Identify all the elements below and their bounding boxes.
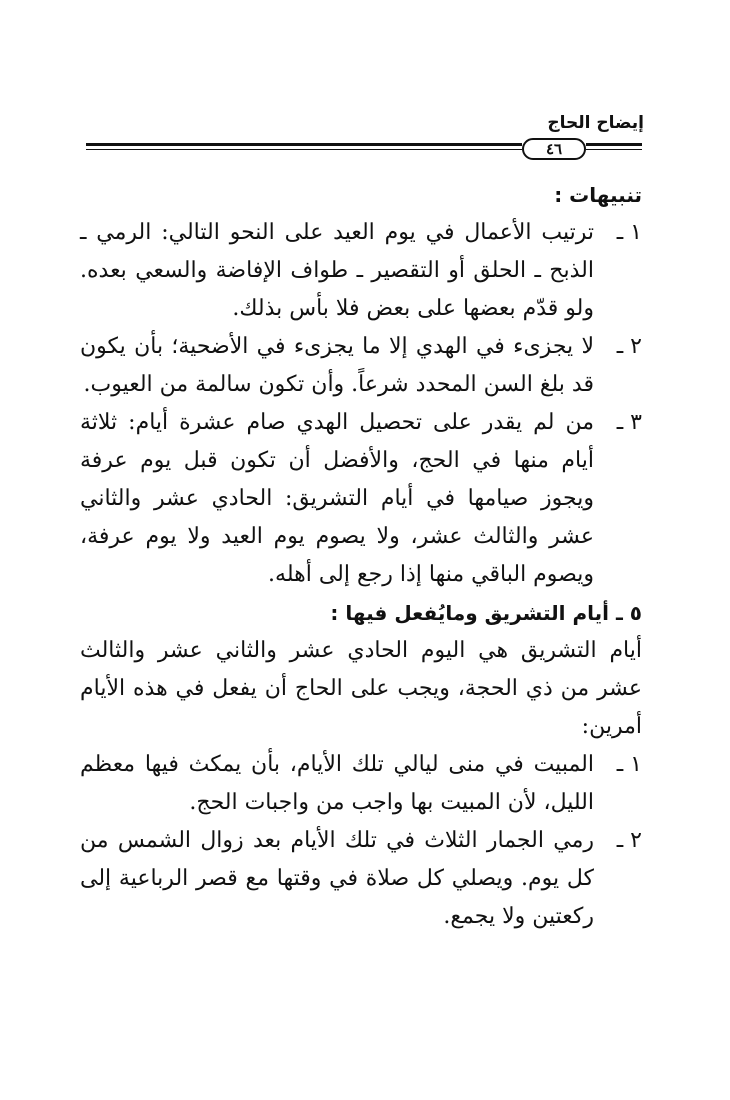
item-number: ٢ ـ [616, 828, 642, 853]
running-title: إيضاح الحاج [547, 113, 644, 133]
list-item [80, 822, 642, 936]
item-text: ترتيب الأعمال في يوم العيد على النحو التالي: الرمي ـ الذبح ـ الحلق أو التقصير ـ طواف الإفاضة والسعي بعده. ولو قدّم بعضها على بعض فلا بأس بذلك. [80, 220, 594, 321]
item-number: ٢ ـ [616, 334, 642, 359]
list-item [80, 746, 642, 822]
item-text: لا يجزىء في الهدي إلا ما يجزىء في الأضحية؛ بأن يكون قد بلغ السن المحدد شرعاً. وأن تكون سالمة من العيوب. [80, 334, 594, 397]
rule-line [586, 149, 642, 150]
page-number: ٤٦ [522, 138, 586, 160]
item-text: المبيت في منى ليالي تلك الأيام، بأن يمكث فيها معظم الليل، لأن المبيت بها واجب من واجبات الحج. [80, 752, 594, 815]
rule-line [86, 149, 522, 150]
list-item [80, 214, 642, 328]
item-number: ٣ ـ [616, 410, 642, 435]
item-text: من لم يقدر على تحصيل الهدي صام عشرة أيام: ثلاثة أيام منها في الحج، والأفضل أن تكون قبل يوم عرفة ويجوز صيامها في أيام التشريق: الحادي عشر والثاني عشر والثالث عشر، ولا يصوم يوم العيد ولا يوم عرفة، ويصوم الباقي منها إذا رجع إلى أهله. [80, 410, 594, 587]
body-text [80, 176, 642, 936]
item-text: رمي الجمار الثلاث في تلك الأيام بعد زوال الشمس من كل يوم. ويصلي كل صلاة في وقتها مع قصر الرباعية إلى ركعتين ولا يجمع. [80, 828, 594, 929]
section-heading: ٥ ـ أيام التشريق ومايُفعل فيها : [330, 601, 642, 625]
rule-line [586, 143, 642, 146]
item-number: ١ ـ [616, 752, 642, 777]
list-item [80, 404, 642, 594]
paragraph: أيام التشريق هي اليوم الحادي عشر والثاني عشر والثالث عشر من ذي الحجة، ويجب على الحاج أن يفعل في هذه الأيام أمرين: [80, 638, 642, 739]
item-number: ١ ـ [616, 220, 642, 245]
header-rule [86, 138, 642, 158]
list-item [80, 328, 642, 404]
rule-line [86, 143, 522, 146]
section-heading: تنبيهات : [554, 183, 642, 207]
